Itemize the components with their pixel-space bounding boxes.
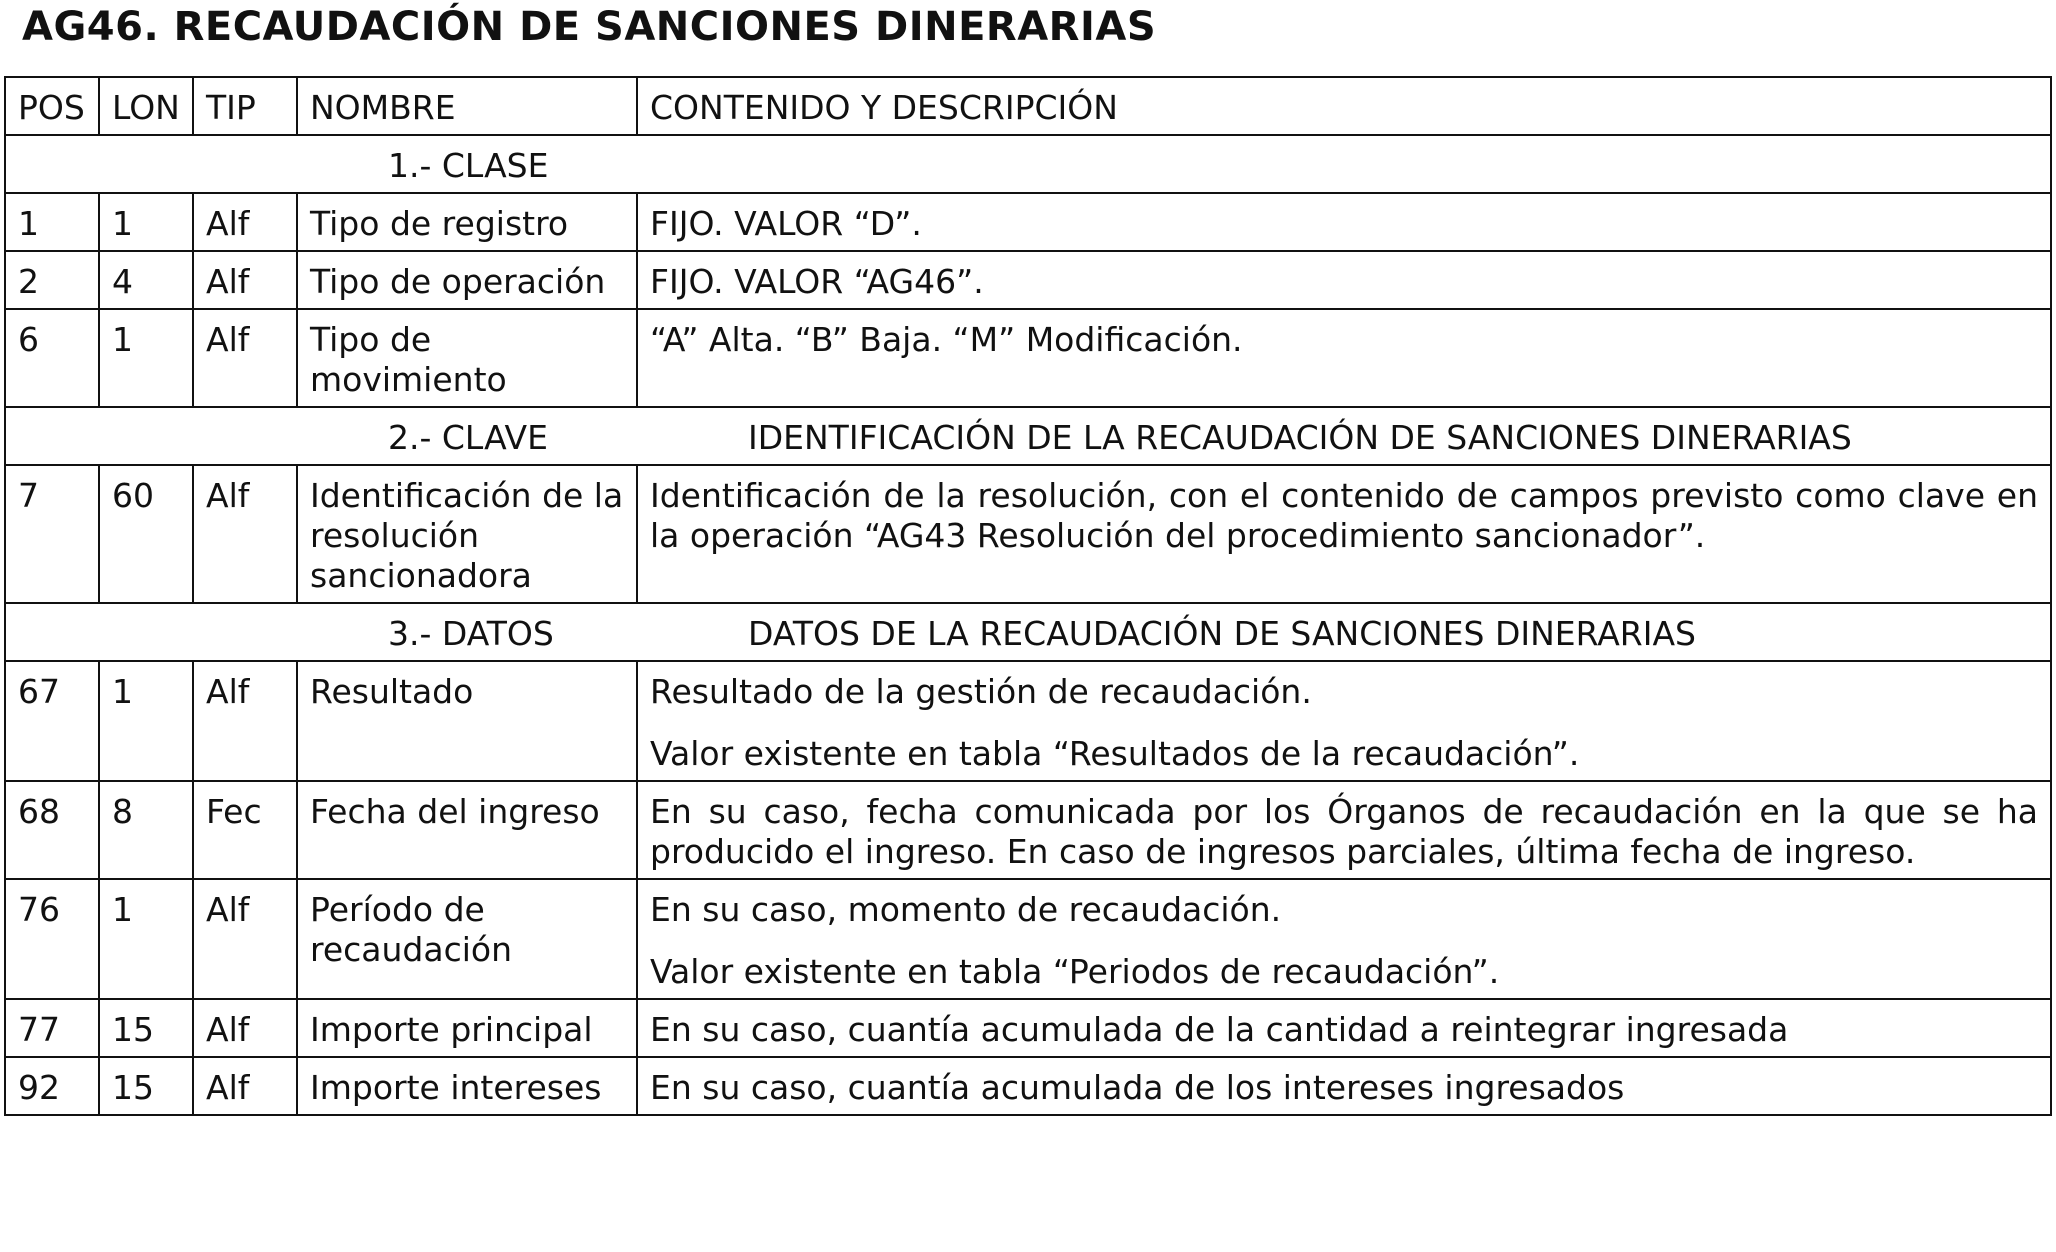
cell-contenido <box>637 1057 2051 1115</box>
table-row <box>5 999 2051 1057</box>
table-body <box>5 135 2051 1115</box>
cell-nombre: Tipo de movimiento <box>297 309 637 407</box>
cell-nombre: Período de recaudación <box>297 879 637 999</box>
section-description <box>748 146 2038 186</box>
table-row <box>5 465 2051 603</box>
section-row <box>5 407 2051 465</box>
table-row <box>5 193 2051 251</box>
cell-pos: 6 <box>5 309 99 407</box>
cell-lon: 15 <box>99 999 193 1057</box>
cell-pos: 2 <box>5 251 99 309</box>
cell-contenido <box>637 193 2051 251</box>
cell-tip: Fec <box>193 781 297 879</box>
cell-nombre: Importe intereses <box>297 1057 637 1115</box>
description-paragraph: FIJO. VALOR “AG46”. <box>650 262 984 301</box>
cell-nombre: Fecha del ingreso <box>297 781 637 879</box>
cell-lon: 15 <box>99 1057 193 1115</box>
header-pos: POS <box>5 77 99 135</box>
cell-nombre: Resultado <box>297 661 637 781</box>
table-row <box>5 661 2051 781</box>
description-paragraph: Valor existente en tabla “Periodos de recaudación”. <box>650 952 1500 991</box>
cell-lon: 1 <box>99 661 193 781</box>
cell-nombre: Identificación de la resolución sancionadora <box>297 465 637 603</box>
cell-pos: 77 <box>5 999 99 1057</box>
section-description: DATOS DE LA RECAUDACIÓN DE SANCIONES DINERARIAS <box>748 614 1696 653</box>
header-lon: LON <box>99 77 193 135</box>
cell-tip: Alf <box>193 999 297 1057</box>
page-title: AG46. RECAUDACIÓN DE SANCIONES DINERARIAS <box>22 4 1157 50</box>
cell-pos: 92 <box>5 1057 99 1115</box>
cell-contenido <box>637 465 2051 603</box>
cell-lon: 1 <box>99 879 193 999</box>
cell-pos: 76 <box>5 879 99 999</box>
cell-contenido <box>637 999 2051 1057</box>
cell-lon: 1 <box>99 309 193 407</box>
table-row <box>5 251 2051 309</box>
cell-pos: 68 <box>5 781 99 879</box>
description-paragraph: FIJO. VALOR “D”. <box>650 204 922 243</box>
section-name: 2.- CLAVE <box>388 418 548 457</box>
cell-pos: 7 <box>5 465 99 603</box>
description-paragraph: En su caso, fecha comunicada por los Órganos de recaudación en la que se ha producido el ingreso. En caso de ingresos parciales, última fecha de ingreso. <box>650 792 2038 871</box>
section-name: 3.- DATOS <box>388 614 554 653</box>
description-paragraph: En su caso, cuantía acumulada de los intereses ingresados <box>650 1068 1625 1107</box>
section-cell <box>5 135 2051 193</box>
cell-contenido <box>637 879 2051 999</box>
section-cell <box>5 603 2051 661</box>
cell-lon: 4 <box>99 251 193 309</box>
description-paragraph: Valor existente en tabla “Resultados de la recaudación”. <box>650 734 1580 773</box>
cell-tip: Alf <box>193 309 297 407</box>
header-tip: TIP <box>193 77 297 135</box>
table-row <box>5 309 2051 407</box>
cell-contenido <box>637 309 2051 407</box>
cell-contenido <box>637 781 2051 879</box>
description-paragraph: Identificación de la resolución, con el contenido de campos previsto como clave en la operación “AG43 Resolución del procedimiento sancionador”. <box>650 476 2038 555</box>
cell-contenido <box>637 251 2051 309</box>
cell-contenido <box>637 661 2051 781</box>
cell-tip: Alf <box>193 193 297 251</box>
description-paragraph: “A” Alta. “B” Baja. “M” Modificación. <box>650 320 1243 359</box>
table-row <box>5 879 2051 999</box>
cell-nombre: Tipo de registro <box>297 193 637 251</box>
cell-pos: 67 <box>5 661 99 781</box>
cell-tip: Alf <box>193 465 297 603</box>
cell-nombre: Tipo de operación <box>297 251 637 309</box>
header-contenido: CONTENIDO Y DESCRIPCIÓN <box>637 77 2051 135</box>
cell-tip: Alf <box>193 879 297 999</box>
description-paragraph: En su caso, momento de recaudación. <box>650 890 1282 929</box>
section-description: IDENTIFICACIÓN DE LA RECAUDACIÓN DE SANCIONES DINERARIAS <box>748 418 1852 457</box>
cell-lon: 8 <box>99 781 193 879</box>
table-row <box>5 1057 2051 1115</box>
section-row <box>5 603 2051 661</box>
cell-tip: Alf <box>193 251 297 309</box>
cell-tip: Alf <box>193 1057 297 1115</box>
description-paragraph: Resultado de la gestión de recaudación. <box>650 672 1312 711</box>
table-row <box>5 781 2051 879</box>
description-paragraph: En su caso, cuantía acumulada de la cantidad a reintegrar ingresada <box>650 1010 1789 1049</box>
cell-lon: 60 <box>99 465 193 603</box>
header-nombre: NOMBRE <box>297 77 637 135</box>
section-cell <box>5 407 2051 465</box>
table-header-row <box>5 77 2051 135</box>
cell-tip: Alf <box>193 661 297 781</box>
cell-lon: 1 <box>99 193 193 251</box>
cell-pos: 1 <box>5 193 99 251</box>
record-layout-table <box>4 76 2052 1116</box>
cell-nombre: Importe principal <box>297 999 637 1057</box>
section-row <box>5 135 2051 193</box>
section-name: 1.- CLASE <box>388 146 549 185</box>
